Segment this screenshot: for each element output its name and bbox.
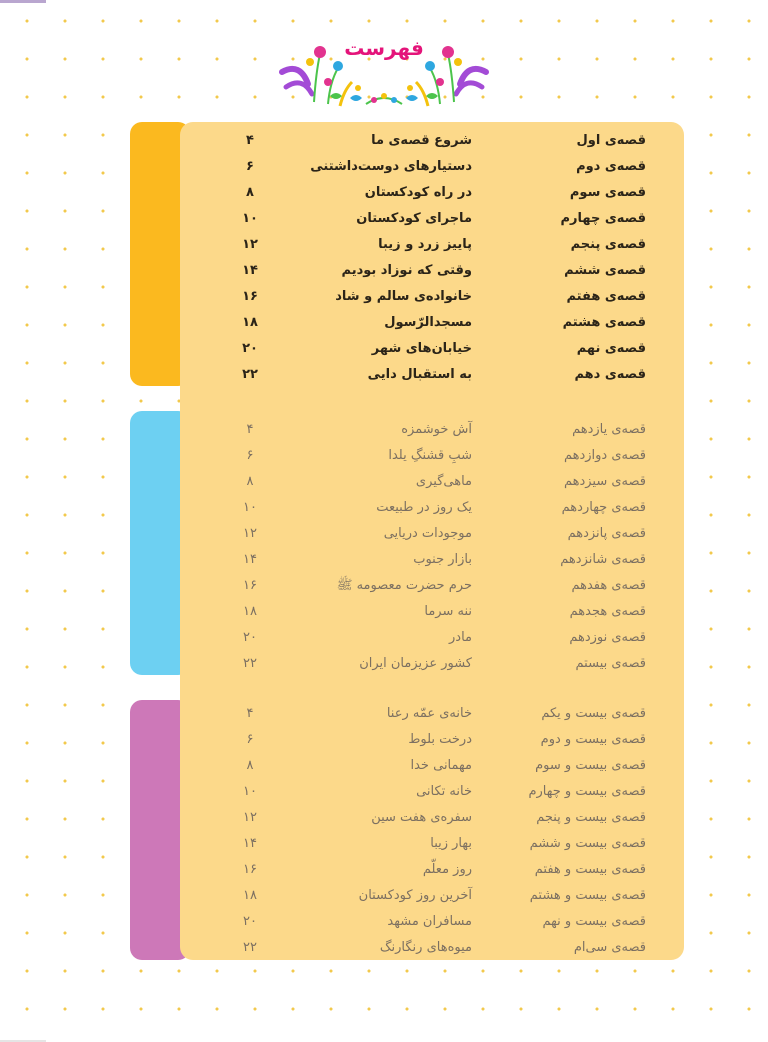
story-title: سفره‌ی هفت سین — [371, 810, 472, 825]
page-number: ۴ — [246, 422, 254, 437]
story-title: خانواده‌ی سالم و شاد — [335, 289, 472, 304]
toc-row[interactable] — [180, 909, 684, 935]
toc-row[interactable] — [180, 180, 684, 206]
page-number: ۲۰ — [243, 914, 257, 929]
story-title: مسافران مشهد — [387, 914, 472, 929]
story-title: به استقبال دایی — [367, 367, 472, 382]
page-number: ۲۰ — [242, 341, 258, 356]
toc-row[interactable] — [180, 336, 684, 362]
toc-row[interactable] — [180, 521, 684, 547]
toc-row[interactable] — [180, 831, 684, 857]
header — [270, 32, 498, 110]
toc-row[interactable] — [180, 935, 684, 961]
story-title: شروع قصه‌ی ما — [371, 133, 472, 148]
story-number: قصه‌ی دوم — [576, 159, 646, 174]
page-number: ۱۴ — [243, 552, 257, 567]
story-title: میوه‌های رنگارنگ — [379, 940, 472, 955]
story-number: قصه‌ی بیست و هفتم — [534, 862, 646, 877]
story-title: شبِ قشنگِ یلدا — [388, 448, 472, 463]
story-title: آخرین روز کودکستان — [358, 888, 472, 903]
toc-row[interactable] — [180, 284, 684, 310]
toc-row[interactable] — [180, 753, 684, 779]
toc-row[interactable] — [180, 128, 684, 154]
story-number: قصه‌ی بیست و سوم — [535, 758, 646, 773]
story-title: وقتی که نوزاد بودیم — [341, 263, 472, 278]
toc-row[interactable] — [180, 206, 684, 232]
toc-row[interactable] — [180, 857, 684, 883]
toc-row[interactable] — [180, 625, 684, 651]
page-number: ۱۶ — [242, 289, 258, 304]
story-number: قصه‌ی سوم — [569, 185, 646, 200]
story-title: بازار جنوب — [413, 552, 472, 567]
page-number: ۱۲ — [242, 237, 258, 252]
story-number: قصه‌ی بیست و چهارم — [528, 784, 646, 799]
story-title: آش خوشمزه — [401, 422, 472, 437]
story-number: قصه‌ی بیست و نهم — [542, 914, 646, 929]
page-number: ۱۶ — [243, 578, 257, 593]
toc-row[interactable] — [180, 573, 684, 599]
story-number: قصه‌ی شانزدهم — [560, 552, 646, 567]
story-number: قصه‌ی بیست و پنجم — [536, 810, 646, 825]
page-number: ۱۰ — [243, 500, 257, 515]
story-title: پاییز زرد و زیبا — [378, 237, 472, 252]
story-title: خیابان‌های شهر — [371, 341, 472, 356]
story-number: قصه‌ی یازدهم — [572, 422, 646, 437]
page-number: ۲۲ — [243, 940, 257, 955]
story-title: حرم حضرت معصومه ﷺ — [336, 578, 472, 593]
story-number: قصه‌ی هجدهم — [569, 604, 646, 619]
story-number: قصه‌ی هفدهم — [571, 578, 646, 593]
toc-row[interactable] — [180, 258, 684, 284]
page-number: ۴ — [246, 133, 254, 148]
story-title: مسجدالرّسول — [384, 315, 472, 330]
corner-mark — [0, 0, 46, 3]
story-number: قصه‌ی دوازدهم — [563, 448, 646, 463]
page-number: ۸ — [246, 185, 254, 200]
page-number: ۱۴ — [242, 263, 258, 278]
story-title: ننه سرما — [424, 604, 472, 619]
story-title: خانه تکانی — [416, 784, 472, 799]
page-number: ۸ — [246, 474, 254, 489]
page-number: ۱۰ — [243, 784, 257, 799]
story-title: مادر — [449, 630, 472, 645]
story-number: قصه‌ی بیست و ششم — [529, 836, 646, 851]
toc-row[interactable] — [180, 727, 684, 753]
page-number: ۸ — [246, 758, 254, 773]
story-number: قصه‌ی نوزدهم — [569, 630, 646, 645]
story-number: قصه‌ی چهاردهم — [561, 500, 646, 515]
toc-row[interactable] — [180, 362, 684, 388]
story-number: قصه‌ی هفتم — [566, 289, 646, 304]
page-number: ۶ — [246, 159, 254, 174]
toc-row[interactable] — [180, 779, 684, 805]
story-number: قصه‌ی بیست و هشتم — [529, 888, 646, 903]
story-title: مهمانی خدا — [410, 758, 472, 773]
toc-row[interactable] — [180, 547, 684, 573]
story-title: درخت بلوط — [408, 732, 472, 747]
toc-row[interactable] — [180, 883, 684, 909]
page-number: ۱۸ — [243, 888, 257, 903]
toc-row[interactable] — [180, 154, 684, 180]
story-number: قصه‌ی چهارم — [560, 211, 646, 226]
story-number: قصه‌ی سیزدهم — [563, 474, 646, 489]
story-number: قصه‌ی دهم — [574, 367, 646, 382]
toc-panel — [180, 122, 684, 960]
page-number: ۱۲ — [243, 810, 257, 825]
toc-row[interactable] — [180, 495, 684, 521]
story-title: ماجرای کودکستان — [356, 211, 472, 226]
story-number: قصه‌ی سی‌ام — [573, 940, 646, 955]
story-number: قصه‌ی پنجم — [570, 237, 646, 252]
page-title: فهرست — [344, 36, 424, 60]
page-number: ۶ — [246, 448, 254, 463]
story-number: قصه‌ی ششم — [564, 263, 646, 278]
story-title: کشور عزیزمان ایران — [359, 656, 472, 671]
page-number: ۲۰ — [243, 630, 257, 645]
page-number: ۲۲ — [243, 656, 257, 671]
page-number: ۶ — [246, 732, 254, 747]
page-number: ۲۲ — [242, 367, 258, 382]
toc-row[interactable] — [180, 651, 684, 677]
story-number: قصه‌ی پانزدهم — [567, 526, 646, 541]
story-number: قصه‌ی بیستم — [575, 656, 646, 671]
toc-row[interactable] — [180, 310, 684, 336]
story-title: در راه کودکستان — [364, 185, 472, 200]
story-title: ماهی‌گیری — [415, 474, 472, 489]
page-number: ۱۸ — [242, 315, 258, 330]
page-number: ۴ — [246, 706, 254, 721]
toc-row[interactable] — [180, 469, 684, 495]
story-title: یک روز در طبیعت — [376, 500, 472, 515]
story-number: قصه‌ی بیست و یکم — [541, 706, 646, 721]
story-number: قصه‌ی بیست و دوم — [540, 732, 646, 747]
page-number: ۱۶ — [243, 862, 257, 877]
page-number: ۱۸ — [243, 604, 257, 619]
story-number: قصه‌ی هشتم — [562, 315, 646, 330]
story-number: قصه‌ی نهم — [576, 341, 646, 356]
story-title: موجودات دریایی — [383, 526, 472, 541]
toc-row[interactable] — [180, 232, 684, 258]
toc-row[interactable] — [180, 805, 684, 831]
page-number: ۱۲ — [243, 526, 257, 541]
story-title: دستیارهای دوست‌داشتنی — [310, 159, 472, 174]
toc-row[interactable] — [180, 443, 684, 469]
toc-row[interactable] — [180, 701, 684, 727]
story-title: خانه‌ی عمّه رعنا — [386, 706, 472, 721]
page-number: ۱۴ — [243, 836, 257, 851]
toc-row[interactable] — [180, 417, 684, 443]
story-title: روز معلّم — [422, 862, 472, 877]
toc-row[interactable] — [180, 599, 684, 625]
story-number: قصه‌ی اول — [576, 133, 646, 148]
page-number: ۱۰ — [242, 211, 258, 226]
story-title: بهار زیبا — [430, 836, 472, 851]
